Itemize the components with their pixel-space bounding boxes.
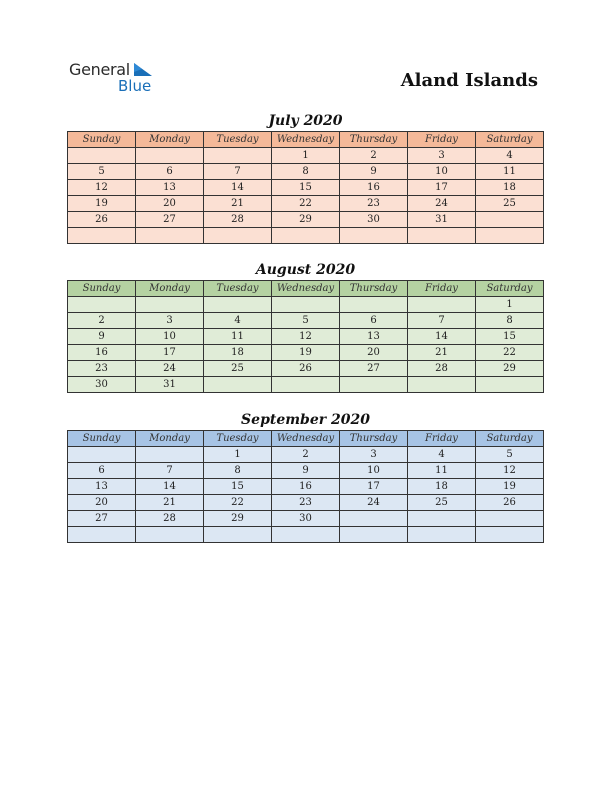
- day-cell: [340, 297, 408, 313]
- day-cell: 28: [204, 212, 272, 228]
- day-cell: [204, 228, 272, 244]
- day-cell: 28: [136, 511, 204, 527]
- day-cell: [340, 228, 408, 244]
- calendar-table: [67, 430, 544, 543]
- day-cell: [68, 148, 136, 164]
- day-cell: 6: [68, 463, 136, 479]
- day-cell: [136, 148, 204, 164]
- day-cell: [204, 527, 272, 543]
- month-title: September 2020: [241, 412, 370, 428]
- day-cell: [204, 297, 272, 313]
- day-cell: 14: [136, 479, 204, 495]
- day-cell: 28: [408, 361, 476, 377]
- weekday-header: Saturday: [476, 281, 544, 297]
- weekday-header: Monday: [136, 281, 204, 297]
- day-cell: 27: [68, 511, 136, 527]
- day-cell: 3: [340, 447, 408, 463]
- day-cell: 4: [476, 148, 544, 164]
- day-cell: 21: [204, 196, 272, 212]
- weekday-header: Friday: [408, 431, 476, 447]
- weekday-header: Friday: [408, 132, 476, 148]
- day-cell: 19: [272, 345, 340, 361]
- day-cell: 18: [408, 479, 476, 495]
- day-cell: 26: [272, 361, 340, 377]
- day-cell: [68, 297, 136, 313]
- day-cell: 20: [340, 345, 408, 361]
- day-cell: 5: [68, 164, 136, 180]
- day-cell: [340, 377, 408, 393]
- day-cell: 9: [68, 329, 136, 345]
- month-title: July 2020: [268, 113, 343, 129]
- day-cell: 16: [340, 180, 408, 196]
- weekday-header: Sunday: [68, 431, 136, 447]
- day-cell: 25: [408, 495, 476, 511]
- day-cell: 10: [136, 329, 204, 345]
- day-cell: 14: [408, 329, 476, 345]
- day-cell: 18: [204, 345, 272, 361]
- day-cell: 14: [204, 180, 272, 196]
- week-row: [68, 495, 544, 511]
- day-cell: 21: [408, 345, 476, 361]
- day-cell: 2: [340, 148, 408, 164]
- day-cell: 22: [476, 345, 544, 361]
- day-cell: 29: [272, 212, 340, 228]
- day-cell: 9: [340, 164, 408, 180]
- week-row: [68, 479, 544, 495]
- day-cell: [272, 297, 340, 313]
- logo-general-text: General: [69, 60, 130, 79]
- week-row: [68, 447, 544, 463]
- week-row: [68, 196, 544, 212]
- day-cell: 17: [340, 479, 408, 495]
- day-cell: 7: [204, 164, 272, 180]
- day-cell: [136, 297, 204, 313]
- day-cell: 5: [272, 313, 340, 329]
- day-cell: [136, 228, 204, 244]
- day-cell: 22: [204, 495, 272, 511]
- day-cell: 18: [476, 180, 544, 196]
- day-cell: 27: [136, 212, 204, 228]
- day-cell: 24: [136, 361, 204, 377]
- weekday-header: Wednesday: [272, 431, 340, 447]
- day-cell: 23: [68, 361, 136, 377]
- day-cell: 21: [136, 495, 204, 511]
- month-july: [67, 111, 544, 244]
- day-cell: 12: [476, 463, 544, 479]
- week-row: [68, 228, 544, 244]
- day-cell: 3: [408, 148, 476, 164]
- day-cell: [68, 447, 136, 463]
- day-cell: [408, 228, 476, 244]
- day-cell: 24: [340, 495, 408, 511]
- day-cell: 10: [408, 164, 476, 180]
- day-cell: 5: [476, 447, 544, 463]
- day-cell: [204, 377, 272, 393]
- day-cell: 1: [476, 297, 544, 313]
- day-cell: 10: [340, 463, 408, 479]
- day-cell: 30: [272, 511, 340, 527]
- weekday-header: Friday: [408, 281, 476, 297]
- day-cell: 8: [272, 164, 340, 180]
- day-cell: [408, 511, 476, 527]
- weekday-header: Saturday: [476, 132, 544, 148]
- day-cell: [272, 377, 340, 393]
- calendar-table: [67, 280, 544, 393]
- day-cell: 2: [272, 447, 340, 463]
- day-cell: 4: [204, 313, 272, 329]
- week-row: [68, 329, 544, 345]
- logo-blue-text: Blue: [118, 77, 152, 95]
- week-row: [68, 297, 544, 313]
- day-cell: 26: [68, 212, 136, 228]
- day-cell: 6: [136, 164, 204, 180]
- day-cell: 1: [204, 447, 272, 463]
- day-cell: [340, 511, 408, 527]
- day-cell: 11: [476, 164, 544, 180]
- week-row: [68, 463, 544, 479]
- day-cell: 7: [136, 463, 204, 479]
- day-cell: [272, 527, 340, 543]
- day-cell: [136, 447, 204, 463]
- day-cell: 20: [136, 196, 204, 212]
- day-cell: 4: [408, 447, 476, 463]
- day-cell: 30: [68, 377, 136, 393]
- day-cell: 25: [204, 361, 272, 377]
- day-cell: 16: [68, 345, 136, 361]
- weekday-header: Wednesday: [272, 132, 340, 148]
- day-cell: 12: [272, 329, 340, 345]
- weekday-header: Tuesday: [204, 431, 272, 447]
- calendar-table: [67, 131, 544, 244]
- day-cell: 27: [340, 361, 408, 377]
- day-cell: 31: [136, 377, 204, 393]
- day-cell: 12: [68, 180, 136, 196]
- day-cell: 2: [68, 313, 136, 329]
- day-cell: 16: [272, 479, 340, 495]
- day-cell: 23: [272, 495, 340, 511]
- day-cell: 26: [476, 495, 544, 511]
- day-cell: [68, 228, 136, 244]
- day-cell: [476, 212, 544, 228]
- week-row: [68, 527, 544, 543]
- day-cell: 13: [68, 479, 136, 495]
- day-cell: 13: [340, 329, 408, 345]
- week-row: [68, 377, 544, 393]
- day-cell: 9: [272, 463, 340, 479]
- week-row: [68, 345, 544, 361]
- day-cell: [136, 527, 204, 543]
- day-cell: 31: [408, 212, 476, 228]
- day-cell: [476, 377, 544, 393]
- weekday-header: Saturday: [476, 431, 544, 447]
- day-cell: 8: [476, 313, 544, 329]
- day-cell: 30: [340, 212, 408, 228]
- weekday-header: Sunday: [68, 281, 136, 297]
- day-cell: [476, 527, 544, 543]
- weekday-header: Monday: [136, 132, 204, 148]
- day-cell: [408, 297, 476, 313]
- day-cell: 25: [476, 196, 544, 212]
- day-cell: 11: [204, 329, 272, 345]
- day-cell: 24: [408, 196, 476, 212]
- day-cell: 11: [408, 463, 476, 479]
- week-row: [68, 212, 544, 228]
- weekday-header: Wednesday: [272, 281, 340, 297]
- day-cell: [204, 148, 272, 164]
- day-cell: 19: [68, 196, 136, 212]
- month-august: [67, 260, 544, 393]
- day-cell: [476, 228, 544, 244]
- week-row: [68, 148, 544, 164]
- day-cell: 23: [340, 196, 408, 212]
- weekday-header: Thursday: [340, 281, 408, 297]
- day-cell: [340, 527, 408, 543]
- day-cell: [68, 527, 136, 543]
- day-cell: 15: [272, 180, 340, 196]
- day-cell: 15: [204, 479, 272, 495]
- country-title: Aland Islands: [400, 70, 538, 91]
- day-cell: 13: [136, 180, 204, 196]
- day-cell: [408, 377, 476, 393]
- day-cell: 19: [476, 479, 544, 495]
- day-cell: 6: [340, 313, 408, 329]
- weekday-header: Thursday: [340, 132, 408, 148]
- month-title: August 2020: [255, 262, 356, 278]
- week-row: [68, 164, 544, 180]
- week-row: [68, 313, 544, 329]
- weekday-header: Tuesday: [204, 281, 272, 297]
- day-cell: 3: [136, 313, 204, 329]
- day-cell: 17: [136, 345, 204, 361]
- day-cell: 29: [476, 361, 544, 377]
- weekday-header: Tuesday: [204, 132, 272, 148]
- day-cell: [272, 228, 340, 244]
- logo-triangle-icon: [134, 63, 152, 77]
- week-row: [68, 180, 544, 196]
- weekday-header: Thursday: [340, 431, 408, 447]
- day-cell: 22: [272, 196, 340, 212]
- day-cell: 8: [204, 463, 272, 479]
- weekday-header: Monday: [136, 431, 204, 447]
- day-cell: 15: [476, 329, 544, 345]
- month-september: [67, 410, 544, 543]
- week-row: [68, 361, 544, 377]
- day-cell: 20: [68, 495, 136, 511]
- week-row: [68, 511, 544, 527]
- day-cell: 17: [408, 180, 476, 196]
- weekday-header: Sunday: [68, 132, 136, 148]
- day-cell: 7: [408, 313, 476, 329]
- day-cell: 29: [204, 511, 272, 527]
- day-cell: 1: [272, 148, 340, 164]
- day-cell: [408, 527, 476, 543]
- day-cell: [476, 511, 544, 527]
